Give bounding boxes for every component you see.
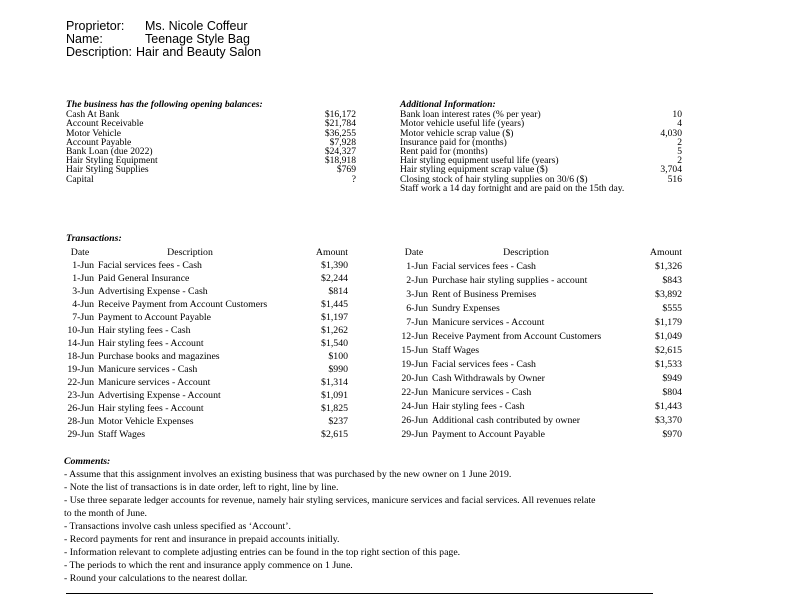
transaction-amount: $1,540 xyxy=(321,338,348,350)
transaction-amount: $100 xyxy=(328,351,348,363)
transaction-description: Hair styling fees - Cash xyxy=(432,400,525,412)
date-column-header: Date xyxy=(70,247,90,258)
transaction-row xyxy=(400,287,682,301)
info-label: Hair styling equipment scrap value ($) xyxy=(400,164,548,176)
opening-balances xyxy=(66,100,356,184)
description-row xyxy=(66,46,261,59)
comments-section xyxy=(64,455,654,585)
transaction-row xyxy=(400,315,682,329)
transaction-description: Payment to Account Payable xyxy=(432,428,545,440)
opening-balance-value: $769 xyxy=(336,164,356,176)
transaction-row xyxy=(66,402,348,415)
transaction-row xyxy=(66,389,348,402)
opening-balance-value: $16,172 xyxy=(324,109,356,121)
proprietor-label: Proprietor: xyxy=(66,19,125,33)
description-column-header: Description xyxy=(167,247,213,258)
transaction-date: 19-Jun xyxy=(401,358,428,370)
transaction-description: Hair styling fees - Cash xyxy=(98,325,191,337)
table-header-row xyxy=(400,246,682,259)
comment-line: - Record payments for rent and insurance in prepaid accounts initially. xyxy=(64,534,340,546)
transactions-table-right xyxy=(400,246,682,441)
info-value: 4 xyxy=(677,118,682,130)
transaction-row xyxy=(66,285,348,298)
transaction-amount: $3,892 xyxy=(655,288,682,300)
transaction-row xyxy=(66,311,348,324)
description-label: Description: xyxy=(66,45,132,59)
transaction-amount: $804 xyxy=(662,386,682,398)
transaction-row xyxy=(66,376,348,389)
transaction-date: 1-Jun xyxy=(72,273,94,285)
opening-balance-label: Hair Styling Equipment xyxy=(66,155,158,167)
transaction-description: Facial services fees - Cash xyxy=(98,260,202,272)
transaction-date: 3-Jun xyxy=(406,288,428,300)
transaction-row xyxy=(400,385,682,399)
transaction-amount: $1,091 xyxy=(321,390,348,402)
comment-line: - The periods to which the rent and insurance apply commence on 1 June. xyxy=(64,560,353,572)
transaction-row xyxy=(66,324,348,337)
transaction-date: 2-Jun xyxy=(406,274,428,286)
transaction-date: 24-Jun xyxy=(401,400,428,412)
transaction-amount: $970 xyxy=(662,428,682,440)
amount-column-header: Amount xyxy=(315,247,348,258)
transaction-amount: $814 xyxy=(328,286,348,298)
transaction-date: 22-Jun xyxy=(401,386,428,398)
transaction-row xyxy=(400,427,682,441)
additional-information xyxy=(400,100,682,193)
comments-title: Comments: xyxy=(64,456,111,467)
comments-list xyxy=(64,468,654,585)
bottom-divider xyxy=(66,593,653,594)
transaction-date: 26-Jun xyxy=(401,414,428,426)
comment-line: - Note the list of transactions is in date order, left to right, line by line. xyxy=(64,482,339,494)
transaction-date: 18-Jun xyxy=(67,351,94,363)
transaction-amount: $990 xyxy=(328,364,348,376)
info-value: 10 xyxy=(672,109,682,121)
opening-balance-label: Cash At Bank xyxy=(66,109,120,121)
transaction-amount: $1,262 xyxy=(321,325,348,337)
info-value: 5 xyxy=(677,146,682,158)
transaction-description: Additional cash contributed by owner xyxy=(432,414,581,426)
transaction-date: 28-Jun xyxy=(67,416,94,428)
transaction-amount: $949 xyxy=(662,372,682,384)
transaction-date: 7-Jun xyxy=(72,312,94,324)
info-value: 3,704 xyxy=(660,164,682,176)
transaction-date: 7-Jun xyxy=(406,316,428,328)
opening-balance-value: $36,255 xyxy=(324,127,356,139)
transaction-row xyxy=(66,259,348,272)
opening-balance-value: ? xyxy=(351,173,356,185)
transaction-description: Cash Withdrawals by Owner xyxy=(432,372,545,384)
comment-line: - Transactions involve cash unless specified as ‘Account’. xyxy=(64,521,291,533)
name-value: Teenage Style Bag xyxy=(145,32,250,46)
transaction-description: Advertising Expense - Account xyxy=(98,390,221,402)
transaction-row xyxy=(400,301,682,315)
transaction-description: Manicure services - Cash xyxy=(432,386,532,398)
comment-line: to the month of June. xyxy=(64,508,147,520)
transaction-description: Manicure services - Account xyxy=(432,316,545,328)
transaction-date: 26-Jun xyxy=(67,403,94,415)
transaction-description: Manicure services - Account xyxy=(98,377,211,389)
transaction-amount: $1,390 xyxy=(321,260,348,272)
transaction-description: Facial services fees - Cash xyxy=(432,260,536,272)
transaction-row xyxy=(66,272,348,285)
transaction-amount: $2,615 xyxy=(321,429,348,441)
transaction-date: 12-Jun xyxy=(401,330,428,342)
transaction-row xyxy=(400,329,682,343)
info-value: 516 xyxy=(667,173,682,185)
transaction-amount: $2,615 xyxy=(655,344,682,356)
opening-balance-value: $7,928 xyxy=(329,136,356,148)
transaction-description: Paid General Insurance xyxy=(98,273,190,285)
opening-balances-title: The business has the following opening balances: xyxy=(66,99,263,110)
transaction-description: Purchase books and magazines xyxy=(98,351,220,363)
transaction-amount: $1,533 xyxy=(655,358,682,370)
opening-balance-row xyxy=(66,175,356,184)
opening-balance-label: Account Receivable xyxy=(66,118,144,130)
transaction-amount: $3,370 xyxy=(655,414,682,426)
transaction-date: 1-Jun xyxy=(72,260,94,272)
description-column-header: Description xyxy=(503,247,549,258)
transaction-amount: $1,314 xyxy=(321,377,348,389)
info-label: Rent paid for (months) xyxy=(400,146,488,158)
transaction-date: 29-Jun xyxy=(67,429,94,441)
opening-balances-list xyxy=(66,110,356,184)
transaction-date: 15-Jun xyxy=(401,344,428,356)
transaction-description: Facial services fees - Cash xyxy=(432,358,536,370)
transaction-description: Motor Vehicle Expenses xyxy=(98,416,194,428)
comment-line: - Round your calculations to the nearest dollar. xyxy=(64,573,248,585)
info-value: 2 xyxy=(677,155,682,167)
transaction-date: 1-Jun xyxy=(406,260,428,272)
additional-information-list xyxy=(400,110,682,184)
transaction-description: Sundry Expenses xyxy=(432,302,500,314)
transaction-date: 23-Jun xyxy=(67,390,94,402)
opening-balance-value: $21,784 xyxy=(324,118,356,130)
name-label: Name: xyxy=(66,32,103,46)
transaction-amount: $1,443 xyxy=(655,400,682,412)
info-label: Hair styling equipment useful life (years) xyxy=(400,155,559,167)
date-column-header: Date xyxy=(404,247,424,258)
transaction-row xyxy=(400,343,682,357)
opening-balance-label: Capital xyxy=(66,173,94,185)
transaction-description: Hair styling fees - Account xyxy=(98,403,204,415)
transaction-amount: $1,326 xyxy=(655,260,682,272)
opening-balance-label: Motor Vehicle xyxy=(66,127,121,139)
opening-balance-label: Bank Loan (due 2022) xyxy=(66,146,153,158)
transaction-amount: $843 xyxy=(662,274,682,286)
transaction-date: 29-Jun xyxy=(401,428,428,440)
info-value: 2 xyxy=(677,136,682,148)
transaction-description: Advertising Expense - Cash xyxy=(98,286,208,298)
transaction-description: Rent of Business Premises xyxy=(432,288,537,300)
transactions-title: Transactions: xyxy=(66,233,122,244)
transaction-row xyxy=(66,298,348,311)
transaction-description: Purchase hair styling supplies - account xyxy=(432,274,588,286)
transaction-date: 10-Jun xyxy=(67,325,94,337)
transaction-date: 19-Jun xyxy=(67,364,94,376)
opening-balance-value: $24,327 xyxy=(324,146,356,158)
proprietor-value: Ms. Nicole Coffeur xyxy=(145,19,248,33)
transaction-row xyxy=(400,399,682,413)
transaction-date: 4-Jun xyxy=(72,299,94,311)
amount-column-header: Amount xyxy=(649,247,682,258)
transaction-description: Hair styling fees - Account xyxy=(98,338,204,350)
transaction-row xyxy=(66,363,348,376)
transaction-amount: $1,825 xyxy=(321,403,348,415)
business-header xyxy=(66,20,261,59)
transaction-date: 20-Jun xyxy=(401,372,428,384)
transaction-row xyxy=(66,337,348,350)
comment-line: - Information relevant to complete adjusting entries can be found in the top right section of this page. xyxy=(64,547,461,559)
transaction-description: Staff Wages xyxy=(432,344,480,356)
opening-balance-row xyxy=(66,165,356,174)
opening-balance-label: Account Payable xyxy=(66,136,132,148)
transaction-amount: $1,197 xyxy=(321,312,348,324)
info-label: Insurance paid for (months) xyxy=(400,136,507,148)
transaction-row xyxy=(400,357,682,371)
additional-information-title: Additional Information: xyxy=(400,99,496,110)
table-header-row xyxy=(66,246,348,259)
transaction-amount: $555 xyxy=(662,302,682,314)
transaction-date: 22-Jun xyxy=(67,377,94,389)
transaction-description: Staff Wages xyxy=(98,429,146,441)
info-label: Closing stock of hair styling supplies on 30/6 ($) xyxy=(400,173,588,185)
transaction-row xyxy=(400,259,682,273)
info-label: Motor vehicle scrap value ($) xyxy=(400,127,514,139)
transactions-section xyxy=(66,233,682,441)
transaction-description: Receive Payment from Account Customers xyxy=(98,299,268,311)
transaction-row xyxy=(400,273,682,287)
transaction-amount: $237 xyxy=(328,416,348,428)
transaction-row xyxy=(66,428,348,441)
transaction-date: 3-Jun xyxy=(72,286,94,298)
info-value: 4,030 xyxy=(660,127,682,139)
transaction-amount: $2,244 xyxy=(321,273,348,285)
info-label: Motor vehicle useful life (years) xyxy=(400,118,525,130)
transactions-table-left xyxy=(66,246,348,441)
transaction-date: 14-Jun xyxy=(67,338,94,350)
transaction-row xyxy=(66,415,348,428)
transaction-amount: $1,049 xyxy=(655,330,682,342)
staff-wage-note: Staff work a 14 day fortnight and are paid on the 15th day. xyxy=(400,182,625,194)
transaction-description: Payment to Account Payable xyxy=(98,312,211,324)
comment-line: - Assume that this assignment involves an existing business that was purchased by the new owner on 1 June 2019. xyxy=(64,469,512,481)
transaction-row xyxy=(400,371,682,385)
description-value: Hair and Beauty Salon xyxy=(136,45,262,59)
transaction-amount: $1,445 xyxy=(321,299,348,311)
transaction-description: Receive Payment from Account Customers xyxy=(432,330,602,342)
transaction-amount: $1,179 xyxy=(655,316,682,328)
info-label: Bank loan interest rates (% per year) xyxy=(400,109,541,121)
transaction-description: Manicure services - Cash xyxy=(98,364,198,376)
comment-line: - Use three separate ledger accounts for revenue, namely hair styling services, manicure services and facial services. All revenues relate xyxy=(64,495,596,507)
opening-balance-label: Hair Styling Supplies xyxy=(66,164,149,176)
transaction-row xyxy=(66,350,348,363)
transaction-date: 6-Jun xyxy=(406,302,428,314)
opening-balance-value: $18,918 xyxy=(324,155,356,167)
transaction-row xyxy=(400,413,682,427)
